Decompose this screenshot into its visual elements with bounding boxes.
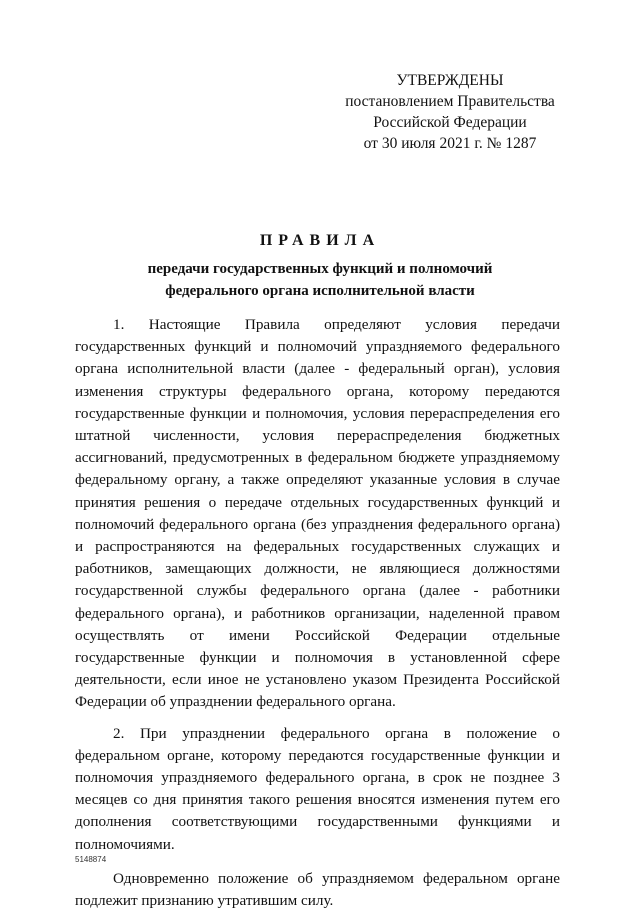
paragraph-2: 2. При упразднении федерального органа в положение о федеральном органе, которому передаются государственные функции и полномочия упраздняемого федерального органа, в срок не позднее 3 месяцев со дня принятия такого решения вносятся изменения путем его дополнения соответствующими государственными функциями и полномочиями.	[75, 724, 560, 853]
subtitle-line-2: федерального органа исполнительной власти	[165, 283, 475, 299]
approval-date-number: от 30 июля 2021 г. № 1287	[363, 135, 537, 152]
document-subtitle	[0, 258, 640, 302]
approval-authority: Российской Федерации	[373, 114, 527, 131]
approval-resolution: постановлением Правительства	[345, 93, 555, 110]
document-title: ПРАВИЛА	[259, 232, 381, 249]
approval-block	[330, 70, 570, 154]
approval-heading: УТВЕРЖДЕНЫ	[396, 72, 504, 89]
paragraph-1: 1. Настоящие Правила определяют условия передачи государственных функций и полномочий упраздняемого федерального органа исполнительной власти (далее - федеральный орган), условия изменения структуры федерального органа, которому передаются государственные функции и полномочия, условия перераспределения его штатной численности, условия перераспределения бюджетных ассигнований, предусмотренных в федеральном бюджете упраздняемому федеральному органу, а также определяют указанные условия в случае принятия решения о передаче отдельных государственных функций и полномочий федерального органа (без упразднения федерального органа) и распространяются на федеральных государственных служащих и работников, замещающих должности, не являющиеся должностями государственной службы федерального органа (далее - работники федерального органа), и работников организации, наделенной правом осуществлять от имени Российской Федерации отдельные государственные функции и полномочия в установленной сфере деятельности, если иное не установлено указом Президента Российской Федерации об упразднении федерального органа.	[75, 316, 560, 711]
paragraph-3: Одновременно положение об упраздняемом федеральном органе подлежит признанию утратившим силу.	[75, 869, 560, 910]
document-body	[75, 314, 560, 921]
footer-code: 5148874	[75, 855, 107, 864]
subtitle-line-1: передачи государственных функций и полномочий	[147, 261, 493, 277]
